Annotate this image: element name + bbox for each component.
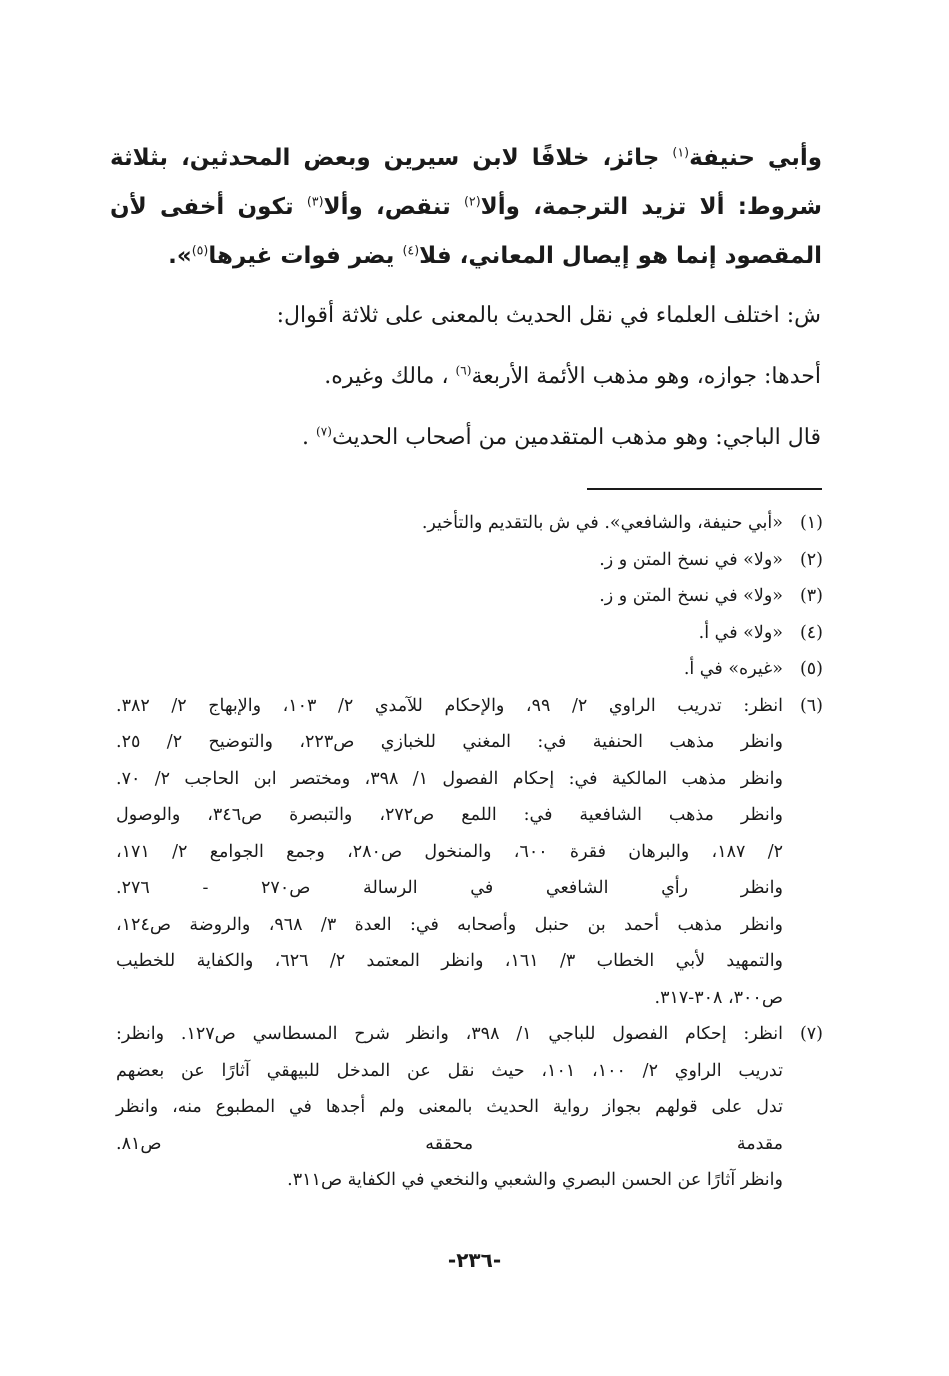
footnote-line: وانظر مذهب الشافعية في: اللمع ص٢٧٢، والتبصرة ص٣٤٦، والوصول [116, 805, 784, 825]
matn-text-3: تنقص، وألا [323, 194, 464, 220]
footnote-line: مقدمة محققه ص٨١. [116, 1133, 783, 1154]
footnote-number[interactable]: (١) [799, 513, 823, 533]
matn-text-5: يضر فوات غيرها [208, 243, 403, 269]
matn-text-2: جائز، خلافًا لابن سيرين وبعض المحدثين، بثلاثة شروط: ألا تزيد الترجمة، وألا [110, 145, 823, 220]
footnote-line: «أبي حنيفة، والشافعي». في ش بالتقديم والتأخير. [421, 513, 783, 533]
commentary-text: ، مالك وغيره. [324, 364, 456, 389]
commentary-line-1 [181, 300, 821, 331]
commentary-line-3 [181, 422, 821, 453]
footnote-line: وانظر رأي الشافعي في الرسالة ص٢٧٠ - ٢٧٦. [116, 878, 783, 898]
footnote-separator [587, 488, 822, 490]
footnote-text [116, 578, 783, 615]
footnote-number[interactable]: (٣) [799, 586, 823, 606]
footnote-line: ص٣٠٠، ٣٠٨-٣١٧. [654, 987, 783, 1008]
footnote-line: «غيره» في أ. [683, 659, 783, 679]
footnote-item [116, 651, 823, 688]
footnote-ref-4[interactable]: (٤) [402, 242, 420, 258]
footnote-line: انظر: تدريب الراوي ٢/ ٩٩، والإحكام للآمدي ٢/ ١٠٣، والإبهاج ٢/ ٣٨٢. [116, 695, 783, 716]
footnote-line: تدل على قولهم بجواز رواية الحديث بالمعنى ولم أجدها في المطبوع منه، وانظر [116, 1097, 783, 1117]
footnote-text [116, 688, 783, 1017]
commentary-block [181, 300, 821, 483]
footnote-ref-3[interactable]: (٣) [306, 193, 324, 209]
footnote-number[interactable]: (٦) [799, 695, 823, 716]
footnote-ref-2[interactable]: (٢) [463, 193, 481, 209]
footnote-line: انظر: إحكام الفصول للباجي ١/ ٣٩٨، وانظر شرح المسطاسي ص١٢٧. وانظر: [116, 1024, 783, 1044]
footnote-line: «ولا» في أ. [698, 622, 783, 643]
footnote-ref-1[interactable]: (١) [672, 144, 690, 160]
footnote-line: «ولا» في نسخ المتن و ز. [599, 549, 783, 570]
footnote-text [116, 1016, 783, 1199]
page-number: -٢٣٦- [447, 1248, 502, 1272]
footnotes-block [116, 505, 823, 1199]
matn-text-6: ». [168, 243, 192, 269]
footnote-item [116, 688, 823, 1017]
footnote-ref-5[interactable]: (٥) [191, 242, 209, 258]
footnote-line: والتمهيد لأبي الخطاب ٣/ ١٦١، وانظر المعتمد ٢/ ٦٢٦، والكفاية للخطيب [116, 951, 784, 971]
commentary-text: . [302, 425, 317, 450]
footnote-number[interactable]: (٧) [799, 1024, 823, 1044]
footnote-line: «ولا» في نسخ المتن و ز. [599, 586, 783, 606]
footnote-number[interactable]: (٥) [799, 659, 823, 679]
commentary-text: قال الباجي: وهو مذهب المتقدمين من أصحاب الحديث [331, 425, 821, 450]
footnote-line: وانظر مذهب الحنفية في: المغني للخبازي ص٢٢٣، والتوضيح ٢/ ٢٥. [116, 732, 783, 752]
footnote-line: وانظر مذهب المالكية في: إحكام الفصول ١/ ٣٩٨، ومختصر ابن الحاجب ٢/ ٧٠. [116, 768, 783, 789]
footnote-number[interactable]: (٤) [799, 622, 823, 643]
footnote-line: وانظر مذهب أحمد بن حنبل وأصحابه في: العدة ٣/ ٩٦٨، والروضة ص١٢٤، [116, 914, 783, 935]
commentary-line-2 [181, 361, 821, 392]
footnote-item [116, 615, 823, 652]
matn-text-4: تكون أخفى لأن المقصود إنما هو إيصال المعاني، فلا [110, 194, 822, 269]
commentary-text: أحدها: جوازه، وهو مذهب الأئمة الأربعة [471, 364, 821, 389]
matn-paragraph [110, 134, 822, 281]
footnote-text [116, 615, 783, 652]
footnote-number[interactable]: (٢) [799, 549, 823, 570]
footnote-item [116, 542, 823, 579]
footnote-line: ٢/ ١٨٧، والبرهان فقرة ٦٠٠، والمنخول ص٢٨٠، وجمع الجوامع ٢/ ١٧١، [116, 841, 783, 862]
footnote-ref-6[interactable]: (٦) [455, 363, 472, 378]
footnote-item [116, 578, 823, 615]
footnote-ref-7[interactable]: (٧) [316, 424, 332, 439]
footnote-text [116, 505, 783, 542]
commentary-text: ش: اختلف العلماء في نقل الحديث بالمعنى على ثلاثة أقوال: [276, 303, 821, 328]
footnote-item [116, 505, 823, 542]
footnote-text [116, 651, 783, 688]
footnote-text [116, 542, 783, 579]
footnote-item [116, 1016, 823, 1199]
matn-text-1: وأبي حنيفة [689, 145, 823, 171]
footnote-line: تدريب الراوي ٢/ ١٠٠، ١٠١، حيث نقل عن المدخل للبيهقي آثارًا عن بعضهم [116, 1060, 783, 1081]
footnote-line: وانظر آثارًا عن الحسن البصري والشعبي والنخعي في الكفاية ص٣١١. [287, 1170, 783, 1190]
